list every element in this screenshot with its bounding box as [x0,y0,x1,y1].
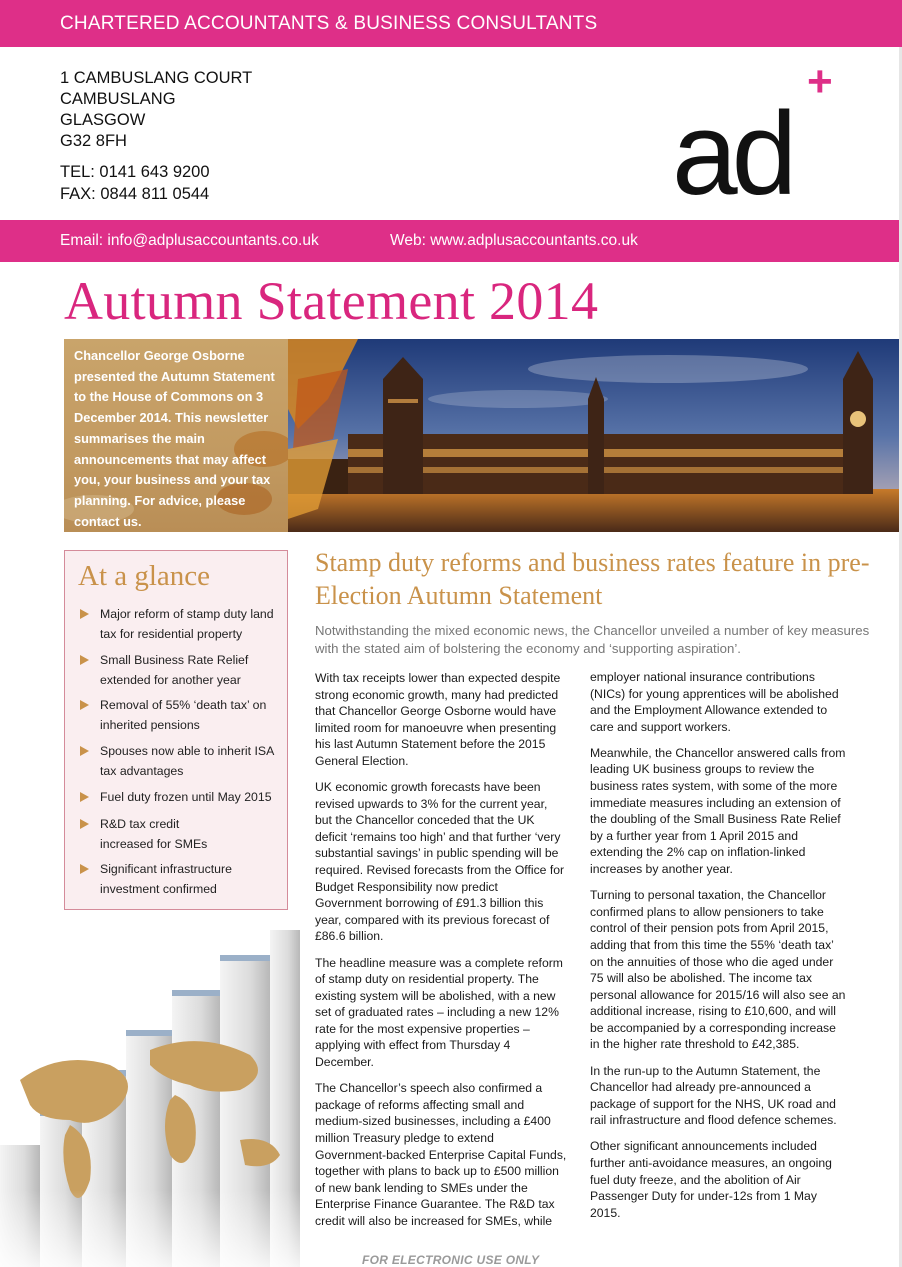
fax: FAX: 0844 811 0544 [60,185,210,203]
logo-plus-icon: + [807,62,833,106]
address-block [60,68,252,152]
article-standfirst: Notwithstanding the mixed economic news, the Chancellor unveiled a number of key measures with the stated aim of bolstering the economy and ‘supporting aspiration’. [315,623,870,656]
intro-text: Chancellor George Osborne presented the Autumn Statement to the House of Commons on 3 December 2014. This newsletter summarises the main announcements that may affect you, your business and your tax planning. For advice, please contact us. [74,348,275,529]
bullet-arrow-icon [80,655,89,665]
contact-band [0,220,902,262]
ad-plus-logo [672,62,852,202]
logo-text: ad [672,88,792,202]
paragraph: Meanwhile, the Chancellor answered calls from leading UK business groups to review the business rates system, with some of the more immediate measures including an extension of the doubling of the Small Business Rate Relief by a further year from 1 April 2015 and extending the 2% cap on inflation-linked increases by another year. [590,745,846,877]
article-column-2 [590,669,846,1231]
address-line: G32 8FH [60,132,127,150]
paragraph: In the run-up to the Autumn Statement, the Chancellor had already pre-announced a package of support for the NHS, UK road and rail infrastructure and flood defence schemes. [590,1063,837,1128]
page-title: Autumn Statement 2014 [64,271,599,331]
address-line: 1 CAMBUSLANG COURT [60,69,253,87]
paragraph: The Chancellor’s speech also confirmed a package of reforms affecting small and medium-sized businesses, including a £400 million Treasury pledge to extend Government-backed Enterprise Capital Funds, together with plans to back up to £500 million of new bank lending to SMEs under the Enterprise Finance Guarantee. The R&D tax credit will also be increased for SMEs, while [315,1081,567,1228]
bullet-arrow-icon [80,864,89,874]
bullet-arrow-icon [80,700,89,710]
paragraph: UK economic growth forecasts have been revised upwards to 3% for the current year, but the Chancellor conceded that the UK deficit ‘remains too high’ and that further ‘very substantial savings’ in public spending will be required. Revised forecasts from the Office for Budget Responsibility now predict Government borrowing of £91.3 billion this year, compared with its previous forecast of £86.6 billion. [315,780,565,944]
bullet-arrow-icon [80,792,89,802]
footer-note: FOR ELECTRONIC USE ONLY [362,1253,540,1267]
glance-title: At a glance [78,560,211,592]
bullet-arrow-icon [80,819,89,829]
address-line: CAMBUSLANG [60,90,176,108]
paragraph: Turning to personal taxation, the Chancellor confirmed plans to allow pensioners to take control of their pension pots from April 2015, adding that from this time the 55% ‘death tax’ on the annuities of those who die aged under 75 will also be abolished. The income tax personal allowance for 2015/16 will also see an additional increase, rising to £10,600, and will be accompanied by a corresponding increase in the higher rate threshold to £42,385. [590,888,846,1052]
phone-block [60,161,210,205]
tagline: CHARTERED ACCOUNTANTS & BUSINESS CONSULTANTS [60,13,598,34]
bullet-arrow-icon [80,746,89,756]
paragraph: With tax receipts lower than expected despite strong economic growth, many had predicted that Chancellor George Osborne would have limited room for manoeuvre when presenting his last Autumn Statement before the 2015 General Election. [315,671,561,768]
parliament-photo [288,339,902,532]
address-line: GLASGOW [60,111,146,129]
header-band [0,0,902,47]
growth-bars-image [0,930,300,1267]
paragraph: The headline measure was a complete reform of stamp duty on residential property. The existing system will be abolished, with a new set of graduated rates – including a new 12% rate for the most expensive properties – applying with effect from Thursday 4 December. [315,955,563,1070]
email-link[interactable]: Email: info@adplusaccountants.co.uk [60,232,319,249]
paragraph: employer national insurance contributions (NICs) for young apprentices will be abolished and the Employment Allowance extended to care and support workers. [590,670,839,734]
article-column-1 [315,670,567,1239]
telephone: TEL: 0141 643 9200 [60,163,210,181]
paragraph: Other significant announcements included further anti-avoidance measures, an ongoing fuel duty freeze, and the abolition of Air Passenger Duty for under-12s from 1 May 2015. [590,1139,832,1220]
article-headline: Stamp duty reforms and business rates feature in pre-Election Autumn Statement [315,548,870,610]
bullet-arrow-icon [80,609,89,619]
web-link[interactable]: Web: www.adplusaccountants.co.uk [390,232,638,249]
